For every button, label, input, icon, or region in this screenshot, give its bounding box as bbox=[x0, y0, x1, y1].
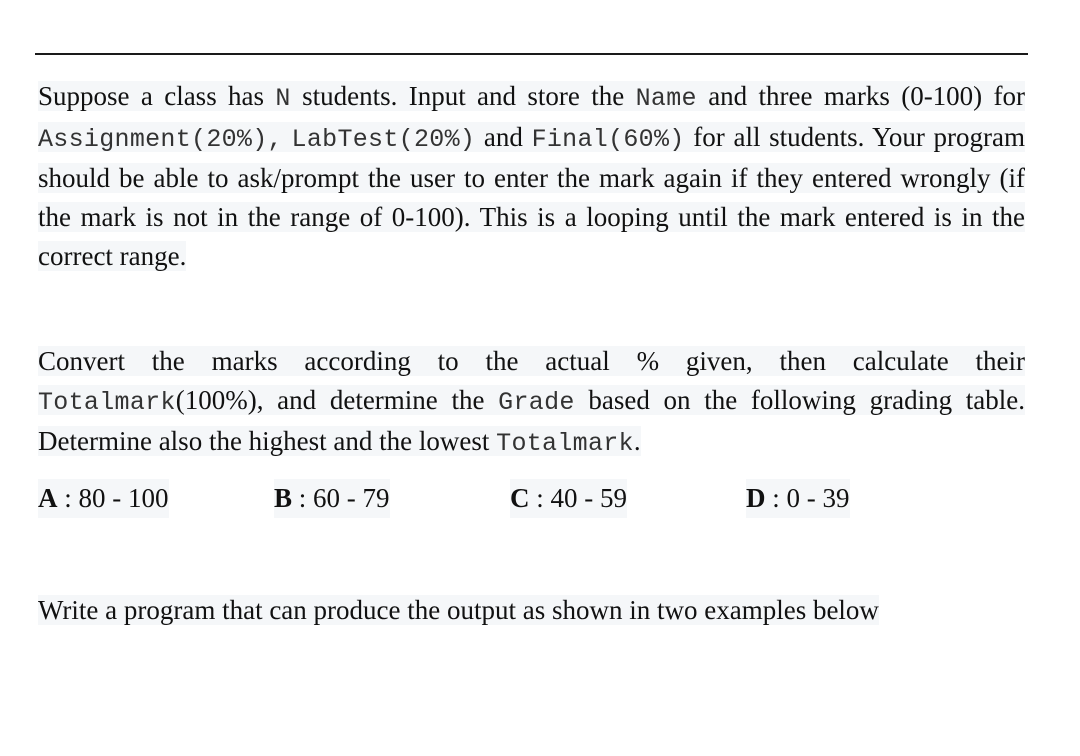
code-totalmark: Totalmark bbox=[38, 388, 176, 417]
code-assignment: Assignment(20%), bbox=[38, 125, 283, 154]
grading-instructions-paragraph bbox=[38, 342, 1025, 463]
grading-table bbox=[38, 479, 1025, 518]
grade-range: : 40 - 59 bbox=[529, 483, 627, 513]
grade-b-entry bbox=[274, 479, 390, 518]
text-segment: based on the following grading table. Determine also the highest and the lowest bbox=[38, 385, 1025, 456]
problem-description-paragraph bbox=[38, 77, 1025, 276]
grade-range: : 60 - 79 bbox=[292, 483, 390, 513]
text-segment: (100%), and determine the bbox=[175, 385, 499, 415]
task-instruction-paragraph bbox=[38, 591, 1025, 630]
grade-a-entry bbox=[38, 479, 169, 518]
code-grade: Grade bbox=[498, 388, 575, 417]
code-labtest: LabTest(20%) bbox=[291, 125, 476, 154]
text-segment: Convert the marks according to the actual % given, then calculate their bbox=[38, 346, 1025, 376]
grade-letter: D bbox=[746, 483, 766, 513]
text-segment: students. Input and store the bbox=[290, 81, 636, 111]
text-segment: and three marks (0-100) for bbox=[696, 81, 1026, 111]
grade-d-entry bbox=[746, 479, 850, 518]
grade-letter: B bbox=[274, 483, 293, 513]
text-segment: . bbox=[633, 426, 641, 456]
text-segment: and bbox=[475, 122, 532, 152]
task-instruction-text: Write a program that can produce the output as shown in two examples below bbox=[38, 595, 879, 625]
grade-letter: C bbox=[510, 483, 530, 513]
top-horizontal-rule bbox=[35, 53, 1028, 55]
code-n: N bbox=[275, 84, 291, 113]
text-segment: Suppose a class has bbox=[38, 81, 276, 111]
grade-range: : 80 - 100 bbox=[57, 483, 169, 513]
code-totalmark: Totalmark bbox=[496, 429, 634, 458]
code-name: Name bbox=[635, 84, 697, 113]
grade-range: : 0 - 39 bbox=[765, 483, 850, 513]
grade-letter: A bbox=[38, 483, 58, 513]
grade-c-entry bbox=[510, 479, 627, 518]
text-segment: for all students. Your program should be able to ask/prompt the user to enter the mark again if they entered wrongly (if the mark is not in the range of 0-100). This is a looping until the mark entered is in the correct range. bbox=[38, 122, 1026, 271]
code-final: Final(60%) bbox=[531, 125, 685, 154]
text-segment bbox=[283, 122, 292, 152]
